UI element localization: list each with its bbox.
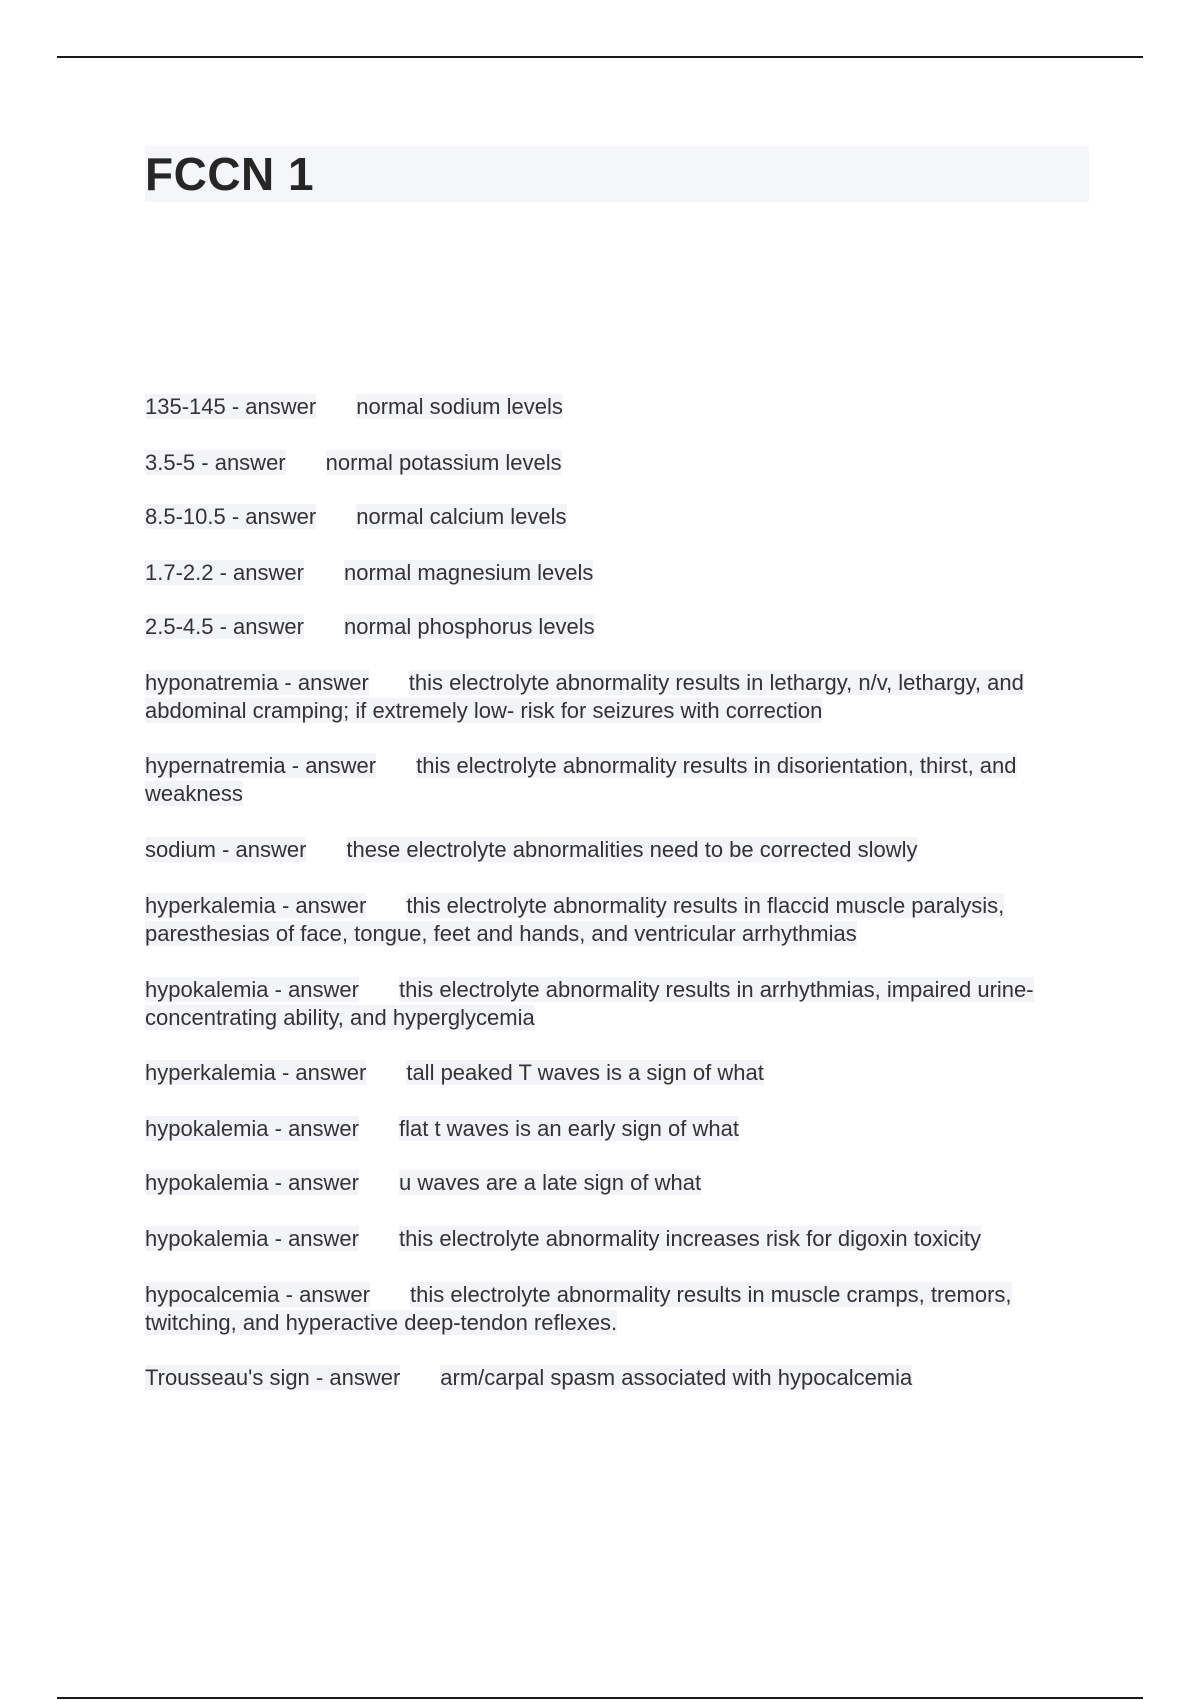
answer-separator: - answer <box>225 504 317 529</box>
flashcard-term: hypokalemia <box>145 1226 269 1251</box>
flashcard-text <box>145 977 359 1002</box>
term-gap <box>359 1225 399 1253</box>
flashcard-definition: this electrolyte abnormality results in muscle cramps, tremors, twitching, and hyperactive deep-tendon reflexes. <box>145 1282 1012 1335</box>
flashcard-term: hypokalemia <box>145 1116 269 1141</box>
flashcard-definition: this electrolyte abnormality results in lethargy, n/v, lethargy, and abdominal cramping; if extremely low- risk for seizures with correction <box>145 670 1024 723</box>
flashcard-term: hypokalemia <box>145 977 269 1002</box>
term-gap <box>316 393 356 421</box>
flashcard <box>145 1059 1089 1087</box>
flashcard-definition: normal calcium levels <box>356 504 567 529</box>
flashcard-text <box>145 837 306 862</box>
flashcard-definition: normal potassium levels <box>325 450 562 475</box>
flashcard-term: Trousseau's sign <box>145 1365 310 1390</box>
flashcard <box>145 669 1089 725</box>
flashcard-definition: arm/carpal spasm associated with hypocalcemia <box>440 1365 913 1390</box>
flashcard-text <box>145 1365 400 1390</box>
flashcard-definition-wrap <box>344 560 593 585</box>
term-gap <box>359 1115 399 1143</box>
flashcard-definition: u waves are a late sign of what <box>399 1170 702 1195</box>
term-gap <box>400 1364 440 1392</box>
flashcard-definition: these electrolyte abnormalities need to be corrected slowly <box>346 837 918 862</box>
flashcard <box>145 1115 1089 1143</box>
flashcard-term: hyponatremia <box>145 670 279 695</box>
answer-separator: - answer <box>268 1226 359 1251</box>
term-gap <box>359 1169 399 1197</box>
flashcard-definition-wrap <box>356 504 566 529</box>
term-gap <box>359 976 399 1004</box>
flashcard <box>145 1169 1089 1197</box>
flashcard-term: 3.5-5 <box>145 450 196 475</box>
flashcard-text <box>145 560 304 585</box>
flashcard <box>145 1281 1089 1337</box>
answer-separator: - answer <box>213 560 304 585</box>
flashcard <box>145 1364 1089 1392</box>
flashcard-text <box>145 1170 359 1195</box>
term-gap <box>370 1281 410 1309</box>
flashcard <box>145 613 1089 641</box>
flashcard-term: hyperkalemia <box>145 1060 276 1085</box>
flashcard-definition-wrap <box>406 1060 764 1085</box>
flashcard-definition: normal sodium levels <box>356 394 563 419</box>
answer-separator: - answer <box>275 893 367 918</box>
answer-separator: - answer <box>278 670 369 695</box>
flashcard-text <box>145 893 366 918</box>
flashcard <box>145 503 1089 531</box>
flashcard <box>145 836 1089 864</box>
flashcard-text <box>145 1282 370 1307</box>
answer-separator: - answer <box>268 1116 359 1141</box>
answer-separator: - answer <box>195 450 286 475</box>
flashcard-definition-wrap <box>356 394 563 419</box>
term-gap <box>304 559 344 587</box>
flashcard <box>145 976 1089 1032</box>
answer-separator: - answer <box>225 394 317 419</box>
flashcard-term: 1.7-2.2 <box>145 560 214 585</box>
answer-separator: - answer <box>309 1365 401 1390</box>
flashcard-definition-wrap <box>326 450 562 475</box>
flashcard-text <box>145 1116 359 1141</box>
flashcard <box>145 892 1095 948</box>
flashcard <box>145 752 1089 808</box>
flashcard-definition-wrap <box>399 1116 739 1141</box>
term-gap <box>376 752 416 780</box>
term-gap <box>306 836 346 864</box>
page-title: FCCN 1 <box>145 148 315 200</box>
answer-separator: - answer <box>268 1170 359 1195</box>
answer-separator: - answer <box>268 977 359 1002</box>
flashcard-text <box>145 614 304 639</box>
flashcard-definition-wrap <box>346 837 917 862</box>
flashcard <box>145 449 1089 477</box>
flashcard <box>145 559 1089 587</box>
flashcard-definition: this electrolyte abnormality increases risk for digoxin toxicity <box>399 1226 982 1251</box>
answer-separator: - answer <box>213 614 304 639</box>
flashcard-definition-wrap <box>344 614 595 639</box>
flashcard-term: hyperkalemia <box>145 893 276 918</box>
flashcard-text <box>145 450 286 475</box>
flashcard-definition-wrap <box>399 1226 981 1251</box>
term-gap <box>366 892 406 920</box>
answer-separator: - answer <box>215 837 307 862</box>
flashcard-definition-wrap <box>440 1365 912 1390</box>
flashcard-definition: this electrolyte abnormality results in flaccid muscle paralysis, paresthesias of face, tongue, feet and hands, and ventricular arrhythmias <box>145 893 1005 946</box>
flashcard-term: hypocalcemia <box>145 1282 280 1307</box>
term-gap <box>366 1059 406 1087</box>
flashcard-term: hypernatremia <box>145 753 286 778</box>
flashcard-definition-wrap <box>399 1170 701 1195</box>
flashcard <box>145 393 1089 421</box>
top-rule <box>57 56 1143 58</box>
flashcard-text <box>145 504 316 529</box>
flashcard-text <box>145 670 369 695</box>
flashcard-term: 8.5-10.5 <box>145 504 226 529</box>
answer-separator: - answer <box>275 1060 367 1085</box>
flashcard-text <box>145 753 376 778</box>
answer-separator: - answer <box>279 1282 370 1307</box>
flashcard-term: sodium <box>145 837 216 862</box>
flashcard-text <box>145 1060 366 1085</box>
flashcard-definition: normal magnesium levels <box>343 560 594 585</box>
flashcard-term: hypokalemia <box>145 1170 269 1195</box>
flashcard-definition: flat t waves is an early sign of what <box>399 1116 739 1141</box>
flashcard <box>145 1225 1089 1253</box>
flashcard-definition: this electrolyte abnormality results in arrhythmias, impaired urine-concentrating ability, and hyperglycemia <box>145 977 1034 1030</box>
flashcard-text <box>145 1226 359 1251</box>
term-gap <box>316 503 356 531</box>
flashcard-definition: this electrolyte abnormality results in disorientation, thirst, and weakness <box>145 753 1017 806</box>
flashcard-term: 2.5-4.5 <box>145 614 214 639</box>
flashcard-definition: tall peaked T waves is a sign of what <box>406 1060 764 1085</box>
flashcard-term: 135-145 <box>145 394 226 419</box>
term-gap <box>369 669 409 697</box>
flashcard-definition: normal phosphorus levels <box>343 614 595 639</box>
flashcard-text <box>145 394 316 419</box>
term-gap <box>286 449 326 477</box>
term-gap <box>304 613 344 641</box>
bottom-rule <box>57 1697 1143 1699</box>
answer-separator: - answer <box>285 753 377 778</box>
